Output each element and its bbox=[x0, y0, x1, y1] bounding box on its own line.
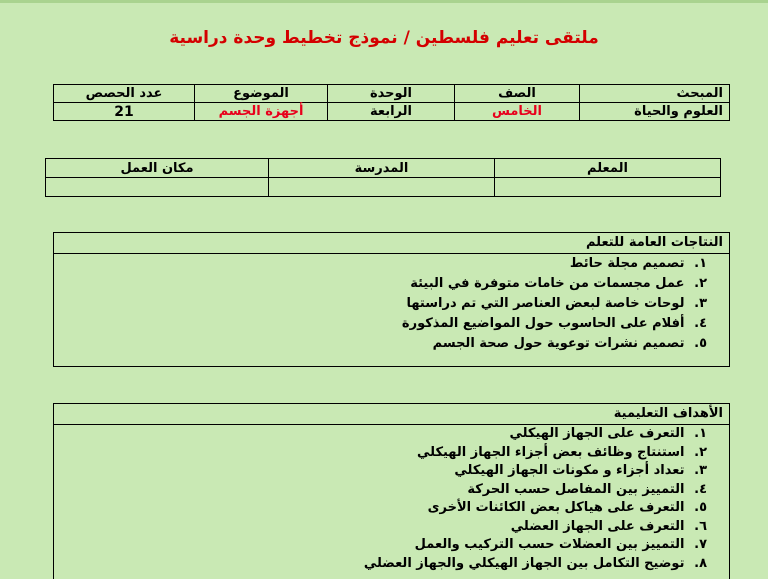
list-item bbox=[54, 254, 707, 274]
learning-objectives-heading: الأهداف التعليمية bbox=[54, 404, 729, 425]
item-number: ٨. bbox=[694, 555, 707, 571]
item-number: ٤. bbox=[694, 316, 707, 331]
item-number: ٥. bbox=[694, 500, 707, 515]
value-grade: الخامس bbox=[455, 103, 580, 121]
item-number: ٢. bbox=[694, 276, 707, 291]
item-text: توضيح التكامل بين الجهاز الهيكلي والجهاز العضلي bbox=[363, 555, 685, 571]
item-text: التعرف على هياكل بعض الكائنات الأخرى bbox=[427, 500, 685, 515]
list-item bbox=[54, 274, 707, 294]
header-lessons: عدد الحصص bbox=[54, 85, 195, 103]
list-item bbox=[54, 536, 707, 555]
value-lessons: 21 bbox=[54, 103, 195, 121]
item-text: التعرف على الجهاز العضلي bbox=[510, 518, 685, 534]
item-number: ٥. bbox=[694, 336, 707, 351]
header-teacher: المعلم bbox=[495, 159, 721, 178]
table-header-row bbox=[54, 85, 730, 103]
value-school[interactable] bbox=[269, 178, 495, 197]
item-text: التعرف على الجهاز الهيكلي bbox=[509, 426, 685, 441]
list-item bbox=[54, 314, 707, 334]
list-item bbox=[54, 444, 707, 463]
item-text: تصميم نشرات توعوية حول صحة الجسم bbox=[432, 336, 685, 351]
header-unit: الوحدة bbox=[328, 85, 455, 103]
item-text: عمل مجسمات من خامات متوفرة في البيئة bbox=[410, 276, 685, 291]
item-text: التمييز بين العضلات حسب التركيب والعمل bbox=[414, 537, 685, 552]
table-row bbox=[54, 103, 730, 121]
value-unit: الرابعة bbox=[328, 103, 455, 121]
item-number: ٢. bbox=[694, 444, 707, 460]
learning-outcomes-heading: النتاجات العامة للتعلم bbox=[54, 233, 729, 254]
list-item bbox=[54, 294, 707, 314]
item-text: لوحات خاصة لبعض العناصر التي تم دراستها bbox=[406, 296, 685, 311]
learning-objectives-list bbox=[54, 425, 729, 573]
page-top-edge bbox=[0, 0, 768, 3]
list-item bbox=[54, 462, 707, 481]
item-number: ١. bbox=[694, 256, 707, 271]
learning-outcomes-list bbox=[54, 254, 729, 354]
table-header-row bbox=[46, 159, 721, 178]
staff-info-table bbox=[45, 158, 721, 197]
header-grade: الصف bbox=[455, 85, 580, 103]
header-workplace: مكان العمل bbox=[46, 159, 269, 178]
list-item bbox=[54, 499, 707, 518]
item-number: ٦. bbox=[694, 518, 707, 534]
value-topic: أجهزة الجسم bbox=[195, 103, 328, 121]
item-number: ٣. bbox=[694, 296, 707, 311]
item-text: التمييز بين المفاصل حسب الحركة bbox=[467, 481, 685, 497]
item-number: ٣. bbox=[694, 463, 707, 478]
learning-outcomes-box bbox=[53, 232, 730, 367]
unit-info-table bbox=[53, 84, 730, 121]
list-item bbox=[54, 425, 707, 444]
header-subject: المبحث bbox=[580, 85, 730, 103]
value-workplace[interactable] bbox=[46, 178, 269, 197]
item-text: استنتاج وظائف بعض أجزاء الجهاز الهيكلي bbox=[416, 444, 685, 460]
list-item bbox=[54, 518, 707, 537]
header-school: المدرسة bbox=[269, 159, 495, 178]
item-text: تعداد أجزاء و مكونات الجهاز الهيكلي bbox=[454, 463, 685, 478]
item-text: تصميم مجلة حائط bbox=[569, 256, 685, 271]
table-row bbox=[46, 178, 721, 197]
value-teacher[interactable] bbox=[495, 178, 721, 197]
item-number: ٤. bbox=[694, 481, 707, 497]
list-item bbox=[54, 334, 707, 354]
list-item bbox=[54, 555, 707, 574]
value-subject: العلوم والحياة bbox=[580, 103, 730, 121]
page-title: ملتقى تعليم فلسطين / نموذج تخطيط وحدة دراسية bbox=[169, 28, 599, 48]
item-number: ١. bbox=[694, 426, 707, 441]
learning-objectives-box bbox=[53, 403, 730, 579]
list-item bbox=[54, 481, 707, 500]
item-text: أفلام على الحاسوب حول المواضيع المذكورة bbox=[401, 316, 685, 331]
item-number: ٧. bbox=[694, 537, 707, 552]
header-topic: الموضوع bbox=[195, 85, 328, 103]
